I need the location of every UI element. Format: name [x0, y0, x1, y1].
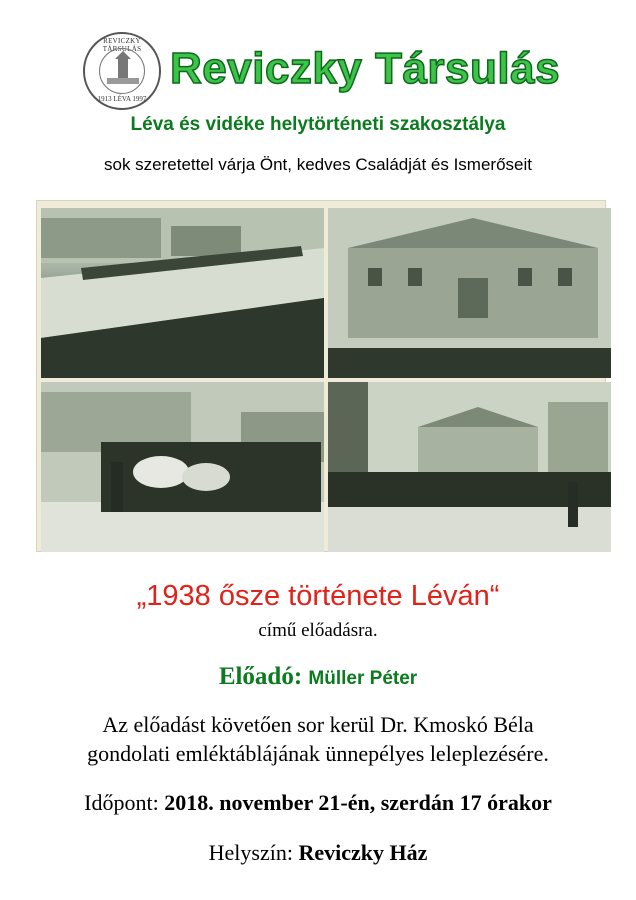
event-time [0, 790, 636, 816]
time-value: 2018. november 21-én, szerdán 17 órakor [164, 790, 552, 815]
speaker-name: Müller Péter [308, 668, 418, 689]
lecture-title-suffix: című előadásra. [258, 620, 378, 641]
invitation-line: sok szeretettel várja Önt, kedves Családját és Ismerőseit [103, 155, 532, 174]
speaker-label: Előadó: [218, 663, 309, 690]
photo-town-hall [328, 208, 611, 378]
place-value: Reviczky Ház [298, 840, 428, 865]
photo-street-crowd [328, 382, 611, 552]
place-label: Helyszín: [208, 840, 299, 865]
notice-line-1: Az előadást követően sor kerül Dr. Kmoskó Béla [102, 712, 534, 737]
unveiling-notice [0, 710, 636, 768]
seal-building-base [107, 78, 139, 84]
seal-top-text: REVICZKY TÁRSULÁS [102, 37, 142, 53]
historical-photo-collage [36, 200, 606, 552]
seal-tower [118, 58, 128, 80]
society-subtitle: Léva és vidéke helytörténeti szakosztálya [130, 114, 506, 135]
speaker-line [0, 663, 636, 691]
time-label: Időpont: [84, 790, 165, 815]
seal-bottom-text: 1913 LÉVA 1997 [97, 95, 147, 103]
photo-cavalry [41, 382, 324, 552]
society-seal-logo [83, 32, 161, 110]
photo-parade-square [41, 208, 324, 378]
society-title: Reviczky Társulás [170, 44, 561, 93]
lecture-title: „1938 ősze története Léván“ [136, 580, 500, 612]
notice-line-2: gondolati emléktáblájának ünnepélyes leleplezésére. [87, 741, 549, 766]
event-place [0, 840, 636, 866]
